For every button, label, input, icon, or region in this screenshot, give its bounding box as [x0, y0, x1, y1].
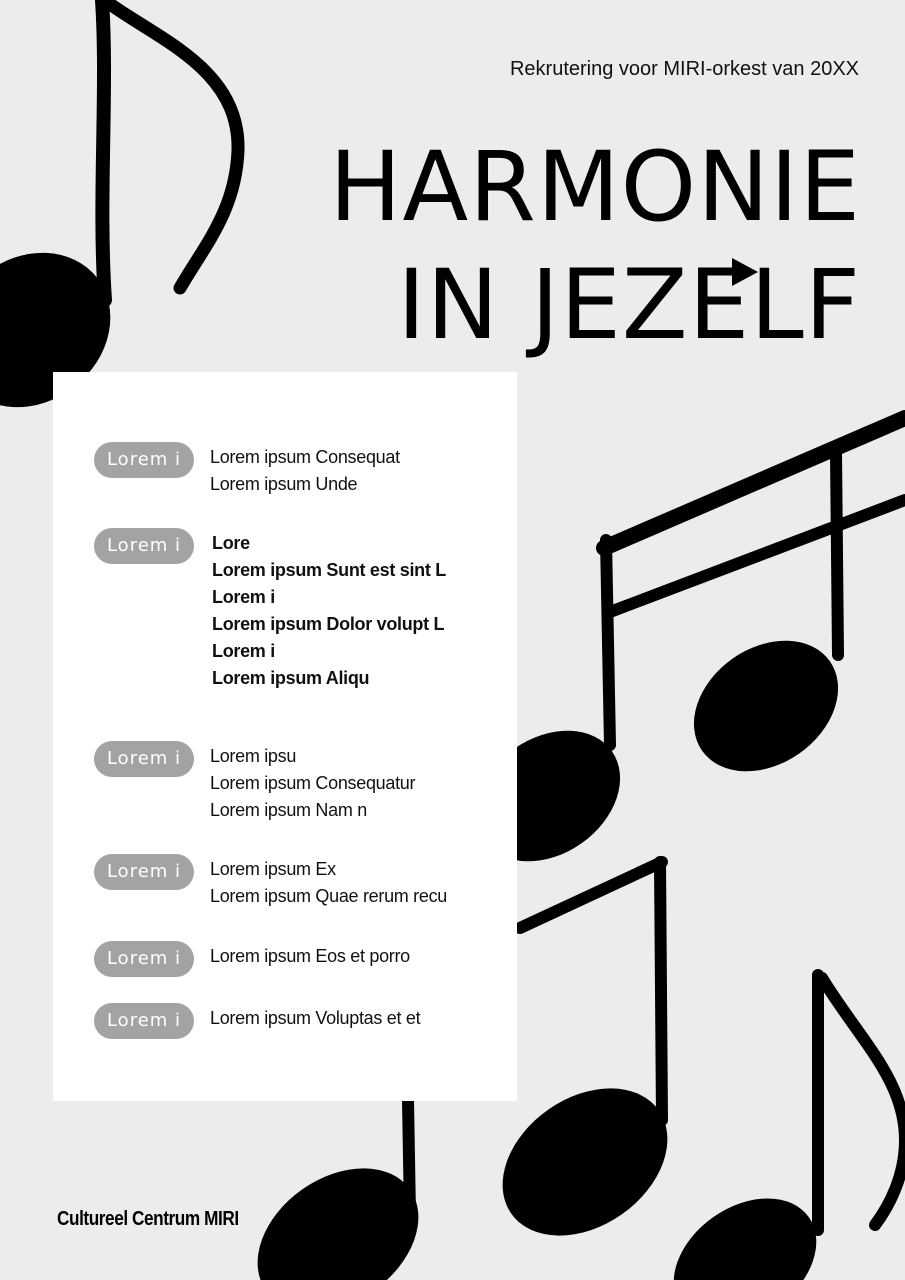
time-badge: Lorem i — [94, 442, 194, 478]
detail-line: Lorem ipsum Unde — [210, 474, 358, 494]
detail-line: Lorem ipsum Nam n — [210, 800, 367, 820]
detail-line: Lorem i — [212, 587, 275, 607]
detail-line: Lorem ipsum Dolor volupt L — [212, 614, 445, 634]
page-title — [329, 128, 861, 364]
organizer-name: Cultureel Centrum MIRI — [57, 1208, 239, 1230]
detail-line: Lorem ipsum Voluptas et et — [210, 1008, 421, 1028]
detail-line: Lorem ipsu — [210, 746, 297, 766]
title-line-2: IN JEZELF — [397, 249, 861, 361]
row-details — [210, 1005, 450, 1032]
detail-line: Lorem ipsum Aliqu — [212, 668, 370, 688]
time-badge: Lorem i — [94, 1003, 194, 1039]
beamed-notes-icon — [451, 418, 905, 888]
time-badge: Lorem i — [94, 741, 194, 777]
detail-line: Lore — [212, 533, 250, 553]
detail-line: Lorem ipsum Consequat — [210, 447, 400, 467]
row-details — [210, 743, 450, 824]
time-badge: Lorem i — [94, 528, 194, 564]
eighth-note-icon — [650, 975, 905, 1280]
detail-line: Lorem ipsum Consequatur — [210, 773, 416, 793]
row-details — [210, 856, 450, 910]
detail-line: Lorem ipsum Sunt est sint L — [212, 560, 446, 580]
recruitment-subtitle: Rekrutering voor MIRI-orkest van 20XX — [509, 58, 859, 80]
detail-line: Lorem ipsum Ex — [210, 859, 336, 879]
title-line-1: HARMONIE — [329, 131, 861, 243]
detail-line: Lorem i — [212, 641, 275, 661]
detail-line: Lorem ipsum Eos et porro — [210, 946, 410, 966]
row-details — [212, 534, 448, 696]
detail-line: Lorem ipsum Quae rerum recu — [210, 886, 447, 906]
row-details — [210, 444, 450, 498]
row-details — [210, 943, 450, 970]
time-badge: Lorem i — [94, 941, 194, 977]
schedule-card — [53, 372, 517, 1101]
time-badge: Lorem i — [94, 854, 194, 890]
